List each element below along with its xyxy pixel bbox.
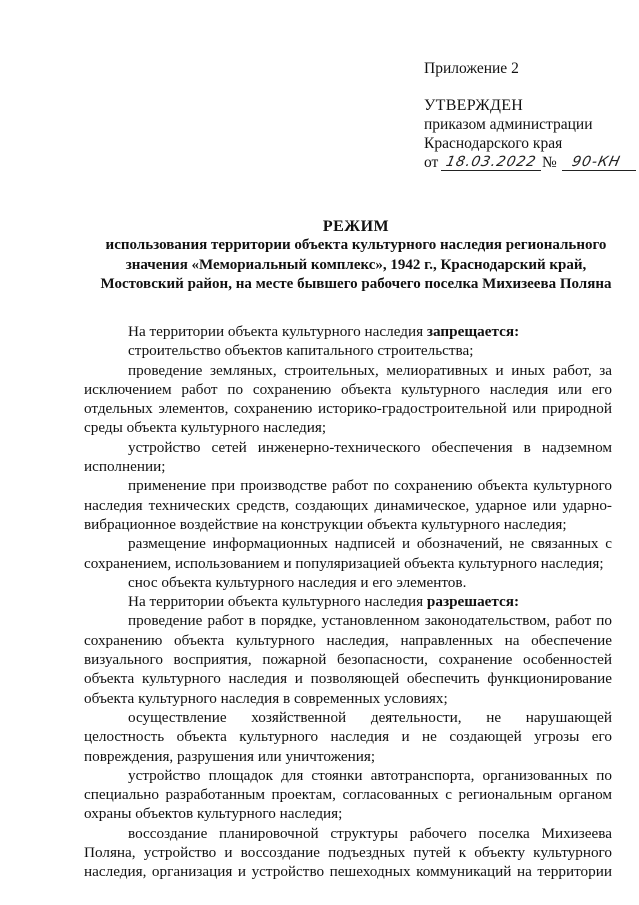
allowed-item: воссоздание планировочной структуры рабочего поселка Михизеева Поляна, устройство и воссоздание подъездных путей к объекту культурного наследия, организация и устройство пешеходных коммуникаций на территории xyxy=(84,824,612,881)
prohibited-item: снос объекта культурного наследия и его элементов. xyxy=(128,573,467,591)
document-body xyxy=(84,322,612,882)
approval-title: УТВЕРЖДЕН xyxy=(424,97,524,114)
allowed-intro-paragraph xyxy=(84,592,612,611)
handwritten-number: 90-КН xyxy=(570,154,623,170)
handwritten-date: 18.03.2022 xyxy=(444,154,538,170)
prohibited-item: проведение земляных, строительных, мелиоративных и иных работ, за исключением работ по сохранению объекта культурного наследия или его отдельных элементов, сохранению историко-градостроительной или природной среды объекта культурного наследия; xyxy=(84,361,612,437)
prohibited-item: устройство сетей инженерно-технического обеспечения в надземном исполнении; xyxy=(84,438,612,476)
allowed-item: осуществление хозяйственной деятельности, не нарушающей целостность объекта культурного наследия и не создающей угрозы его повреждения, разрушения или уничтожения; xyxy=(84,708,612,765)
prohibited-item: строительство объектов капитального строительства; xyxy=(128,342,474,360)
prohibited-intro-paragraph xyxy=(84,322,612,341)
heading-subtitle: использования территории объекта культурного наследия регионального значения «Мемориальный комплекс», 1942 г., Краснодарский край, Мостовский район, на месте бывшего рабочего поселка Михизеева Поляна xyxy=(100,237,612,292)
from-label: от xyxy=(424,154,439,171)
prohibited-item: применение при производстве работ по сохранению объекта культурного наследия технических средств, создающих динамическое, ударное или ударно-вибрационное воздействие на конструкции объекта культурного наследия; xyxy=(84,477,612,533)
allowed-item: устройство площадок для стоянки автотранспорта, организованных по специально разработанным проектам, согласованных с региональным органом охраны объектов культурного наследия; xyxy=(84,766,612,823)
approval-line-1: приказом администрации xyxy=(424,116,593,133)
number-label: № xyxy=(542,154,557,171)
allowed-item: проведение работ в порядке, установленном законодательством, работ по сохранению объекта культурного наследия, направленных на обеспечение визуального восприятия, пожарной безопасности, сохранение особенностей объекта культурного наследия и позволяющей обеспечить функционирование объекта культурного наследия в современных условиях; xyxy=(84,612,612,707)
approval-line-2: Краснодарского края xyxy=(424,135,563,152)
document-heading xyxy=(100,217,612,294)
approval-block xyxy=(424,96,623,175)
heading-title: РЕЖИМ xyxy=(322,218,390,235)
prohibited-intro-text: На территории объекта культурного наследия xyxy=(128,323,427,340)
appendix-label: Приложение 2 xyxy=(424,60,519,77)
prohibited-item: размещение информационных надписей и обозначений, не связанных с сохранением, использованием и популяризацией объекта культурного наследия; xyxy=(84,535,612,572)
allowed-keyword: разрешается: xyxy=(426,593,520,611)
approval-date-line xyxy=(424,153,623,175)
allowed-intro-text: На территории объекта культурного наследия xyxy=(128,593,427,611)
prohibited-keyword: запрещается: xyxy=(426,323,520,340)
